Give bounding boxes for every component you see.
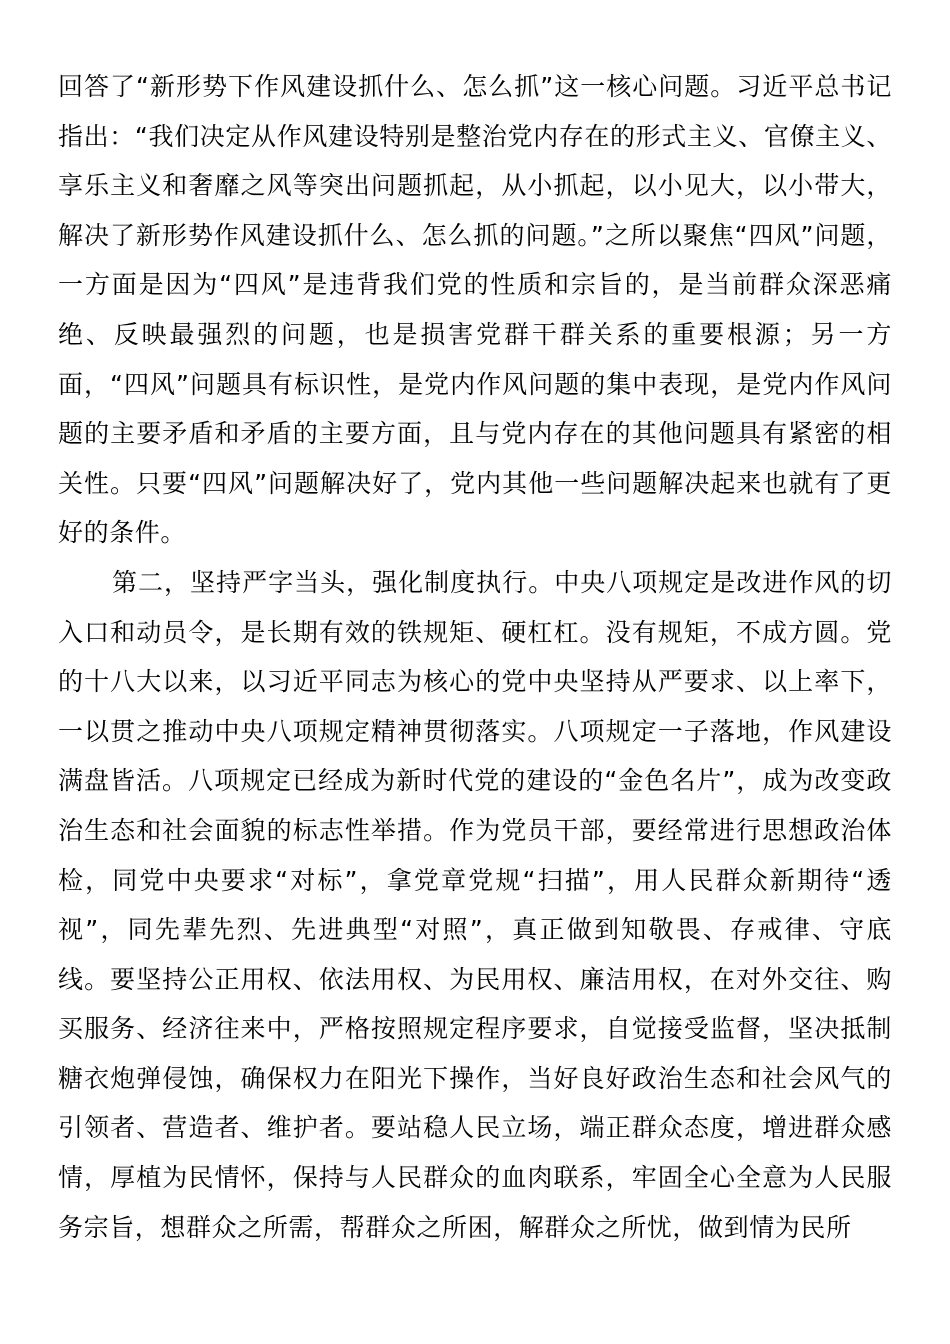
paragraph-2-heading: 第二，坚持严字当头，强化制度执行。 — [112, 567, 555, 597]
paragraph-2 — [58, 558, 892, 1252]
paragraph-2-text: 中央八项规定是改进作风的切入口和动员令，是长期有效的铁规矩、硬杠杠。没有规矩，不成方圆。党的十八大以来，以习近平同志为核心的党中央坚持从严要求、以上率下，一以贯之推动中央八项规定精神贯彻落实。八项规定一子落地，作风建设满盘皆活。八项规定已经成为新时代党的建设的“金色名片”，成为改变政治生态和社会面貌的标志性举措。作为党员干部，要经常进行思想政治体检，同党中央要求“对标”，拿党章党规“扫描”，用人民群众新期待“透视”，同先辈先烈、先进典型“对照”，真正做到知敬畏、存戒律、守底线。要坚持公正用权、依法用权、为民用权、廉洁用权，在对外交往、购买服务、经济往来中，严格按照规定程序要求，自觉接受监督，坚决抵制糖衣炮弹侵蚀，确保权力在阳光下操作，当好良好政治生态和社会风气的引领者、营造者、维护者。要站稳人民立场，端正群众态度，增进群众感情，厚植为民情怀，保持与人民群众的血肉联系，牢固全心全意为人民服务宗旨，想群众之所需，帮群众之所困，解群众之所忧，做到情为民所 — [58, 567, 892, 1242]
body-text — [58, 62, 892, 1252]
paragraph-1: 回答了“新形势下作风建设抓什么、怎么抓”这一核心问题。习近平总书记指出：“我们决定从作风建设特别是整治党内存在的形式主义、官僚主义、享乐主义和奢靡之风等突出问题抓起，从小抓起，以小见大，以小带大，解决了新形势作风建设抓什么、怎么抓的问题。”之所以聚焦“四风”问题，一方面是因为“四风”是违背我们党的性质和宗旨的，是当前群众深恶痛绝、反映最强烈的问题，也是损害党群干群关系的重要根源；另一方面，“四风”问题具有标识性，是党内作风问题的集中表现，是党内作风问题的主要矛盾和矛盾的主要方面，且与党内存在的其他问题具有紧密的相关性。只要“四风”问题解决好了，党内其他一些问题解决起来也就有了更好的条件。 — [58, 72, 892, 548]
